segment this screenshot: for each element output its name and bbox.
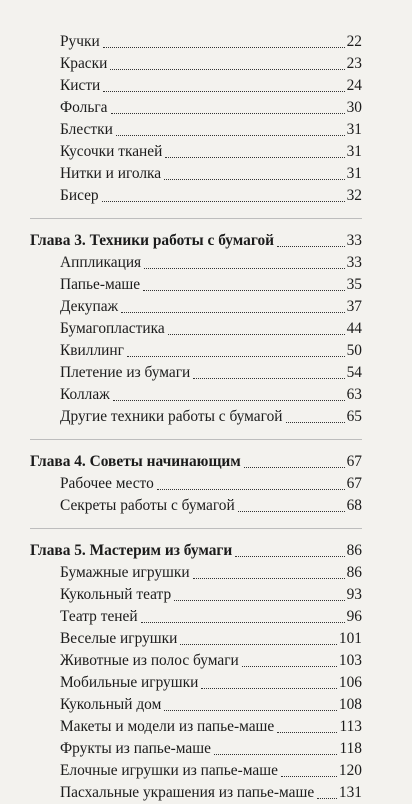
toc-entry[interactable] xyxy=(30,716,362,738)
dot-leader xyxy=(317,798,337,799)
toc-entry[interactable] xyxy=(30,53,362,75)
toc-page-number: 67 xyxy=(346,475,362,492)
dot-leader xyxy=(102,201,345,202)
toc-page-number: 63 xyxy=(346,386,362,403)
toc-entry-title: Кукольный дом xyxy=(60,696,162,713)
dot-leader xyxy=(281,776,337,777)
toc-entry[interactable] xyxy=(30,141,362,163)
toc-entry[interactable] xyxy=(30,495,362,517)
toc-entry-title: Веселые игрушки xyxy=(60,630,178,647)
section-gap xyxy=(30,219,362,230)
toc-entry-title: Кукольный театр xyxy=(60,586,172,603)
dot-leader xyxy=(164,179,345,180)
dot-leader xyxy=(235,556,345,557)
toc-page-number: 68 xyxy=(346,497,362,514)
toc-entry-title: Театр теней xyxy=(60,608,138,625)
dot-leader xyxy=(121,312,345,313)
toc-entry-title: Фольга xyxy=(60,99,108,116)
toc-entry-title: Бумагопластика xyxy=(60,320,165,337)
toc-page-number: 31 xyxy=(346,165,362,182)
toc-entry[interactable] xyxy=(30,384,362,406)
toc-entry[interactable] xyxy=(30,163,362,185)
table-of-contents xyxy=(30,31,362,804)
toc-entry[interactable] xyxy=(30,185,362,207)
dot-leader xyxy=(127,356,345,357)
toc-page-number: 120 xyxy=(338,762,362,779)
toc-entry-title: Папье-маше xyxy=(60,276,141,293)
toc-page-number: 96 xyxy=(346,608,362,625)
toc-chapter-heading[interactable] xyxy=(30,230,362,252)
toc-entry-title: Коллаж xyxy=(60,386,110,403)
dot-leader xyxy=(164,710,337,711)
toc-page-number: 32 xyxy=(346,187,362,204)
dot-leader xyxy=(144,268,345,269)
toc-entry[interactable] xyxy=(30,738,362,760)
dot-leader xyxy=(193,578,345,579)
dot-leader xyxy=(116,135,345,136)
toc-entry[interactable] xyxy=(30,31,362,53)
toc-page-number: 113 xyxy=(339,718,362,735)
toc-entry-title: Краски xyxy=(60,55,108,72)
toc-entry-title: Ручки xyxy=(60,33,100,50)
toc-entry-title: Другие техники работы с бумагой xyxy=(60,408,283,425)
toc-entry[interactable] xyxy=(30,760,362,782)
toc-page-number: 86 xyxy=(346,542,362,559)
toc-page-number: 118 xyxy=(339,740,362,757)
section-gap xyxy=(30,428,362,439)
toc-page-number: 30 xyxy=(346,99,362,116)
dot-leader xyxy=(201,688,337,689)
toc-entry-title: Животные из полос бумаги xyxy=(60,652,239,669)
dot-leader xyxy=(110,69,345,70)
toc-page-number: 31 xyxy=(346,143,362,160)
toc-entry[interactable] xyxy=(30,119,362,141)
toc-entry-title: Нитки и иголка xyxy=(60,165,162,182)
dot-leader xyxy=(143,290,345,291)
section-gap xyxy=(30,529,362,540)
toc-page-number: 33 xyxy=(346,254,362,271)
toc-entry[interactable] xyxy=(30,584,362,606)
toc-chapter-heading[interactable] xyxy=(30,451,362,473)
toc-page-number: 35 xyxy=(346,276,362,293)
toc-entry-title: Пасхальные украшения из папье-маше xyxy=(60,784,315,801)
toc-entry[interactable] xyxy=(30,672,362,694)
toc-entry-title: Глава 4. Советы начинающим xyxy=(30,453,241,470)
toc-page-number: 24 xyxy=(346,77,362,94)
toc-page-number: 101 xyxy=(338,630,362,647)
dot-leader xyxy=(168,334,345,335)
toc-entry-title: Кисти xyxy=(60,77,101,94)
toc-entry[interactable] xyxy=(30,650,362,672)
dot-leader xyxy=(103,47,345,48)
toc-entry[interactable] xyxy=(30,562,362,584)
dot-leader xyxy=(242,666,337,667)
toc-page-number: 23 xyxy=(346,55,362,72)
toc-page-number: 131 xyxy=(338,784,362,801)
section-gap xyxy=(30,440,362,451)
toc-entry-title: Секреты работы с бумагой xyxy=(60,497,235,514)
toc-entry[interactable] xyxy=(30,362,362,384)
dot-leader xyxy=(141,622,345,623)
toc-entry[interactable] xyxy=(30,606,362,628)
toc-entry-title: Макеты и модели из папье-маше xyxy=(60,718,275,735)
toc-entry-title: Кусочки тканей xyxy=(60,143,163,160)
toc-page-number: 33 xyxy=(346,232,362,249)
toc-page-number: 106 xyxy=(338,674,362,691)
toc-page-number: 44 xyxy=(346,320,362,337)
toc-entry-title: Бумажные игрушки xyxy=(60,564,190,581)
toc-entry-title: Фрукты из папье-маше xyxy=(60,740,211,757)
toc-entry[interactable] xyxy=(30,782,362,804)
toc-page-number: 22 xyxy=(346,33,362,50)
toc-entry[interactable] xyxy=(30,97,362,119)
toc-page-number: 93 xyxy=(346,586,362,603)
toc-entry-title: Рабочее место xyxy=(60,475,154,492)
dot-leader xyxy=(111,113,345,114)
toc-entry[interactable] xyxy=(30,75,362,97)
dot-leader xyxy=(286,422,345,423)
dot-leader xyxy=(103,91,345,92)
toc-entry[interactable] xyxy=(30,628,362,650)
toc-entry-title: Декупаж xyxy=(60,298,119,315)
toc-entry[interactable] xyxy=(30,252,362,274)
toc-entry[interactable] xyxy=(30,473,362,495)
toc-entry[interactable] xyxy=(30,406,362,428)
toc-entry-title: Глава 5. Мастерим из бумаги xyxy=(30,542,233,559)
toc-entry[interactable] xyxy=(30,340,362,362)
dot-leader xyxy=(180,644,337,645)
toc-page-number: 108 xyxy=(338,696,362,713)
dot-leader xyxy=(244,467,345,468)
toc-page-number: 67 xyxy=(346,453,362,470)
toc-chapter-heading[interactable] xyxy=(30,540,362,562)
toc-page-number: 54 xyxy=(346,364,362,381)
dot-leader xyxy=(165,157,345,158)
dot-leader xyxy=(193,378,345,379)
toc-entry-title: Аппликация xyxy=(60,254,142,271)
dot-leader xyxy=(277,246,345,247)
toc-page-number: 31 xyxy=(346,121,362,138)
toc-entry-title: Квиллинг xyxy=(60,342,124,359)
toc-entry-title: Бисер xyxy=(60,187,99,204)
toc-entry-title: Блестки xyxy=(60,121,113,138)
toc-entry-title: Плетение из бумаги xyxy=(60,364,191,381)
toc-entry-title: Елочные игрушки из папье-маше xyxy=(60,762,278,779)
toc-page-number: 65 xyxy=(346,408,362,425)
toc-page-number: 50 xyxy=(346,342,362,359)
toc-page-number: 86 xyxy=(346,564,362,581)
toc-entry[interactable] xyxy=(30,694,362,716)
dot-leader xyxy=(277,732,337,733)
dot-leader xyxy=(214,754,337,755)
dot-leader xyxy=(157,489,345,490)
dot-leader xyxy=(174,600,345,601)
toc-entry-title: Глава 3. Техники работы с бумагой xyxy=(30,232,275,249)
toc-entry-title: Мобильные игрушки xyxy=(60,674,199,691)
toc-entry[interactable] xyxy=(30,274,362,296)
section-gap xyxy=(30,207,362,218)
section-gap xyxy=(30,517,362,528)
toc-entry[interactable] xyxy=(30,296,362,318)
toc-page-number: 103 xyxy=(338,652,362,669)
toc-entry[interactable] xyxy=(30,318,362,340)
dot-leader xyxy=(238,511,345,512)
dot-leader xyxy=(113,400,345,401)
toc-page-number: 37 xyxy=(346,298,362,315)
